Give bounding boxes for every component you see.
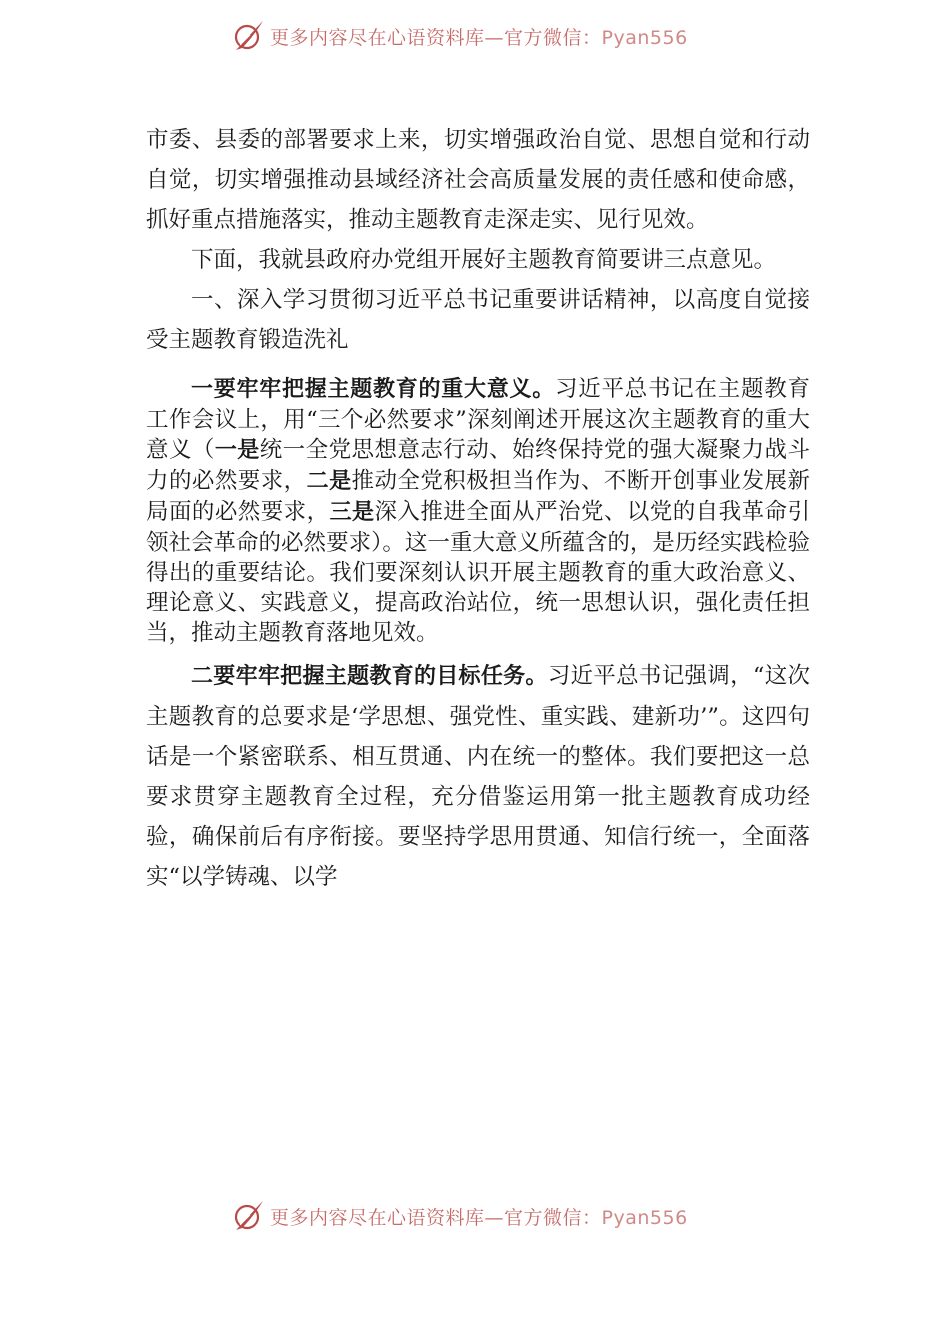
paragraph-1: 市委、县委的部署要求上来，切实增强政治自觉、思想自觉和行动自觉，切实增强推动县域经济社会高质量发展的责任感和使命感，抓好重点措施落实，推动主题教育走深走实、见行见效。 — [146, 127, 810, 233]
paragraph-4-lead: 二要牢牢把握主题教育的目标任务。 — [191, 664, 548, 689]
footer-watermark — [230, 1196, 750, 1236]
wechat-id: Pyan556 — [601, 1206, 688, 1229]
quill-logo-icon — [230, 18, 266, 54]
paragraph-2: 下面，我就县政府办党组开展好主题教育简要讲三点意见。 — [191, 247, 777, 273]
wechat-id: Pyan556 — [601, 26, 688, 49]
watermark-text: 更多内容尽在心语资料库—官方微信：Pyan556 — [270, 26, 688, 49]
paragraph-4: 二要牢牢把握主题教育的目标任务。习近平总书记强调，“这次主题教育的总要求是‘学思想、强党性、重实践、建新功’”。这四句话是一个紧密联系、相互贯通、内在统一的整体。我们要把这一总要求贯穿主题教育全过程，充分借鉴运用第一批主题教育成功经验，确保前后有序衔接。要坚持学思用贯通、知信行统一，全面落实“以学铸魂、以学 — [146, 663, 810, 890]
quill-logo-icon — [230, 1198, 266, 1234]
header-watermark — [230, 16, 750, 56]
section-heading-1: 一、深入学习贯彻习近平总书记重要讲话精神，以高度自觉接受主题教育锻造洗礼 — [146, 287, 810, 353]
paragraph-3-lead: 一要牢牢把握主题教育的重大意义。 — [191, 377, 555, 402]
paragraph-3: 一要牢牢把握主题教育的重大意义。习近平总书记在主题教育工作会议上，用“三个必然要求”深刻阐述开展这次主题教育的重大意义（一是统一全党思想意志行动、始终保持党的强大凝聚力战斗力的必然要求，二是推动全党积极担当作为、不断开创事业发展新局面的必然要求，三是深入推进全面从严治党、以党的自我革命引领社会革命的必然要求）。这一重大意义所蕴含的，是历经实践检验得出的重要结论。我们要深刻认识开展主题教育的重大政治意义、理论意义、实践意义，提高政治站位，统一思想认识，强化责任担当，推动主题教育落地见效。 — [146, 376, 810, 646]
document-body — [146, 120, 810, 897]
watermark-text: 更多内容尽在心语资料库—官方微信：Pyan556 — [270, 1206, 688, 1229]
